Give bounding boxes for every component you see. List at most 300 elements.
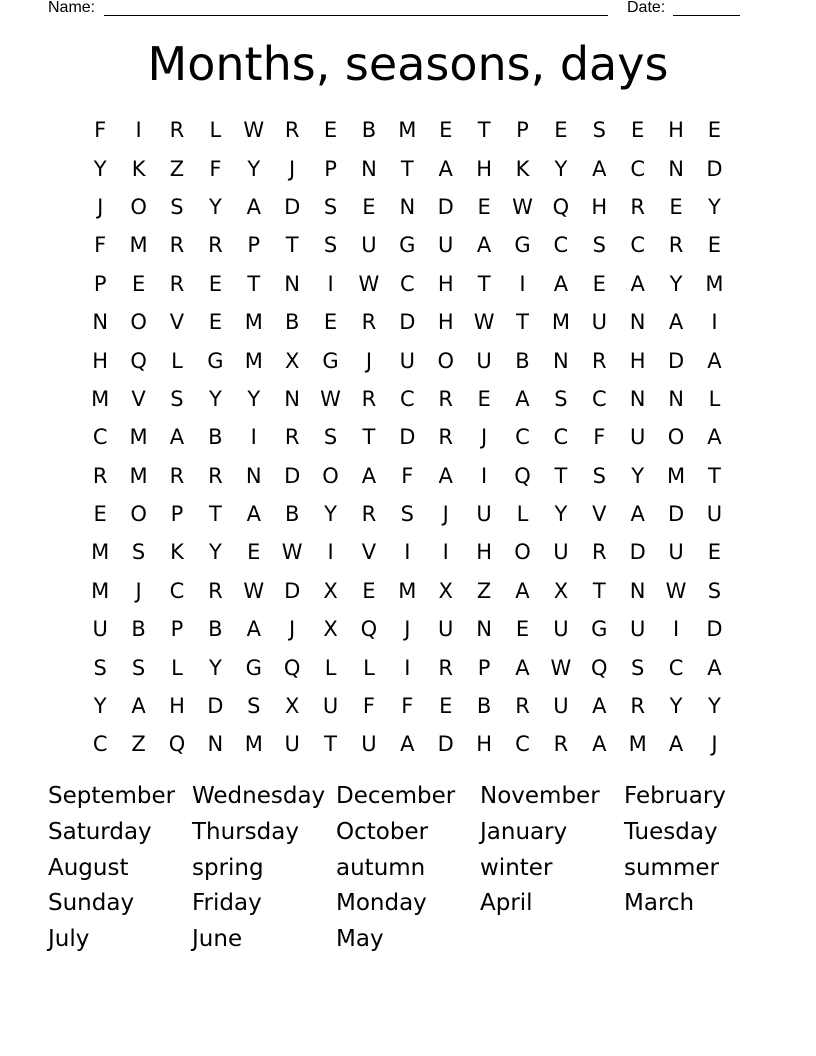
grid-letter: L	[209, 118, 222, 143]
grid-letter: R	[208, 463, 223, 488]
grid-letter: B	[476, 694, 492, 719]
grid-letter: I	[519, 271, 526, 296]
grid-letter: C	[399, 271, 415, 296]
grid-letter: J	[481, 425, 488, 450]
grid-letter: R	[553, 732, 569, 757]
grid-letter: H	[476, 156, 492, 181]
grid-letter: A	[361, 463, 377, 488]
grid-letter: J	[404, 617, 411, 642]
grid-letter: M	[91, 540, 110, 565]
grid-letter: N	[361, 156, 377, 181]
grid-letter: M	[244, 348, 263, 373]
grid-letter: I	[481, 463, 488, 488]
grid-letter: S	[592, 118, 606, 143]
grid-letter: C	[92, 732, 108, 757]
grid-letter: B	[361, 118, 377, 143]
grid-letter: U	[476, 348, 492, 373]
grid-letter: U	[668, 540, 684, 565]
grid-letter: M	[244, 732, 263, 757]
word-list	[48, 779, 768, 958]
grid-letter: Z	[131, 732, 146, 757]
grid-letter: L	[516, 502, 529, 527]
grid-letter: G	[322, 348, 339, 373]
grid-letter: C	[553, 425, 569, 450]
grid-letter: M	[129, 425, 148, 450]
grid-letter: E	[439, 694, 453, 719]
grid-letter: A	[707, 425, 722, 450]
date-label: Date:	[627, 0, 666, 16]
grid-letter: A	[131, 694, 146, 719]
grid-letter: M	[705, 271, 724, 296]
grid-letter: Q	[168, 732, 186, 757]
grid-letter: A	[630, 502, 645, 527]
grid-letter: I	[711, 310, 718, 335]
grid-letter: F	[401, 694, 414, 719]
grid-letter: E	[439, 118, 453, 143]
grid-letter: M	[398, 578, 417, 603]
grid-letter: A	[668, 732, 684, 757]
grid-letter: X	[284, 348, 300, 373]
grid-letter: I	[404, 540, 411, 565]
grid-letter: U	[92, 617, 108, 642]
grid-letter: N	[629, 578, 646, 603]
grid-letter: R	[515, 694, 530, 719]
grid-letter: N	[553, 348, 569, 373]
grid-letter: Y	[93, 156, 107, 181]
grid-letter: A	[515, 386, 530, 411]
grid-letter: B	[208, 425, 223, 450]
grid-letter: R	[284, 118, 300, 143]
page-title: Months, seasons, days	[147, 37, 669, 91]
grid-letter: M	[628, 732, 647, 757]
word-list-item: July	[48, 926, 90, 953]
grid-letter: U	[322, 694, 339, 719]
grid-letter: K	[515, 156, 530, 181]
grid-letter: E	[247, 540, 261, 565]
grid-letter: Y	[669, 271, 683, 296]
grid-letter: D	[667, 348, 685, 373]
grid-letter: R	[361, 386, 377, 411]
grid-letter: S	[93, 655, 107, 680]
grid-letter: U	[438, 617, 454, 642]
grid-letter: H	[437, 310, 454, 335]
grid-letter: R	[169, 118, 185, 143]
word-list-item: Monday	[336, 890, 427, 917]
grid-letter: C	[92, 425, 108, 450]
grid-letter: M	[244, 310, 263, 335]
grid-letter: I	[672, 617, 680, 642]
grid-letter: T	[592, 578, 606, 603]
grid-letter: R	[438, 386, 453, 411]
grid-letter: A	[592, 732, 607, 757]
date-blank-line	[673, 15, 740, 16]
grid-letter: T	[554, 463, 568, 488]
grid-letter: F	[362, 694, 375, 719]
grid-letter: W	[473, 310, 495, 335]
grid-letter: E	[93, 502, 107, 527]
grid-letter: N	[629, 310, 646, 335]
grid-letter: T	[362, 425, 376, 450]
word-list-item: November	[480, 783, 600, 809]
grid-letter: C	[553, 233, 569, 258]
grid-letter: S	[707, 578, 722, 603]
grid-letter: T	[208, 502, 222, 527]
grid-letter: S	[247, 694, 261, 719]
grid-letter: X	[438, 578, 453, 603]
word-list-item: September	[48, 783, 176, 809]
grid-letter: N	[245, 463, 262, 488]
grid-letter: W	[320, 386, 341, 411]
grid-letter: A	[169, 425, 185, 450]
grid-letter: S	[131, 655, 146, 680]
grid-letter: R	[668, 233, 684, 258]
word-list-item: winter	[480, 854, 553, 881]
grid-letter: B	[131, 617, 146, 642]
grid-letter: U	[438, 233, 454, 258]
grid-letter: T	[708, 463, 721, 488]
grid-letter: P	[477, 655, 491, 680]
grid-letter: D	[706, 617, 723, 642]
grid-letter: U	[553, 694, 569, 719]
grid-letter: O	[514, 540, 531, 565]
grid-letter: W	[243, 118, 265, 143]
grid-letter: H	[476, 732, 492, 757]
grid-letter: O	[130, 502, 147, 527]
grid-letter: U	[399, 348, 415, 373]
grid-letter: N	[207, 732, 224, 757]
grid-letter: A	[515, 655, 530, 680]
grid-letter: P	[247, 233, 261, 258]
grid-letter: Q	[514, 463, 531, 488]
grid-letter: D	[629, 540, 646, 565]
grid-letter: O	[322, 463, 339, 488]
grid-letter: G	[514, 233, 531, 258]
grid-letter: U	[629, 425, 646, 450]
name-blank-line	[104, 15, 608, 16]
grid-letter: I	[250, 425, 257, 450]
grid-letter: X	[323, 578, 338, 603]
grid-letter: Y	[208, 194, 222, 219]
grid-letter: W	[243, 578, 265, 603]
grid-letter: R	[92, 463, 108, 488]
grid-letter: F	[401, 463, 414, 488]
grid-letter: N	[284, 271, 300, 296]
grid-letter: D	[207, 694, 224, 719]
grid-letter: S	[592, 233, 606, 258]
grid-letter: B	[284, 310, 300, 335]
grid-letter: Q	[360, 617, 378, 642]
grid-letter: Z	[476, 578, 492, 603]
grid-letter: M	[129, 463, 148, 488]
grid-letter: D	[706, 156, 723, 181]
grid-letter: P	[516, 118, 529, 143]
grid-letter: C	[591, 386, 607, 411]
grid-letter: A	[668, 310, 684, 335]
grid-letter: M	[666, 463, 686, 488]
grid-letter: A	[246, 502, 261, 527]
grid-letter: Y	[208, 386, 222, 411]
grid-letter: R	[169, 463, 185, 488]
name-label: Name:	[48, 0, 96, 16]
grid-letter: E	[362, 578, 376, 603]
grid-letter: Y	[708, 694, 721, 719]
grid-letter: S	[131, 540, 146, 565]
grid-letter: C	[515, 732, 530, 757]
grid-letter: C	[169, 578, 185, 603]
grid-letter: R	[208, 578, 223, 603]
grid-letter: C	[399, 386, 415, 411]
grid-letter: R	[438, 655, 453, 680]
grid-letter: E	[631, 118, 645, 143]
grid-letter: R	[208, 233, 223, 258]
grid-letter: Y	[554, 156, 568, 181]
grid-letter: U	[361, 233, 377, 258]
grid-letter: L	[708, 386, 721, 411]
grid-letter: D	[667, 502, 685, 527]
grid-letter: T	[516, 310, 529, 335]
grid-letter: A	[553, 271, 569, 296]
grid-letter: A	[592, 694, 607, 719]
grid-letter: H	[92, 348, 109, 373]
grid-letter: R	[438, 425, 453, 450]
grid-letter: N	[92, 310, 109, 335]
grid-letter: T	[324, 732, 337, 757]
grid-letter: E	[669, 194, 683, 219]
grid-letter: S	[170, 386, 184, 411]
grid-letter: E	[208, 310, 222, 335]
grid-letter: S	[170, 194, 184, 219]
grid-letter: S	[323, 425, 338, 450]
grid-letter: U	[553, 540, 569, 565]
grid-letter: U	[553, 617, 569, 642]
grid-letter: G	[399, 233, 416, 258]
grid-letter: P	[324, 156, 337, 181]
grid-letter: B	[208, 617, 223, 642]
word-list-item: Saturday	[48, 818, 152, 845]
grid-letter: A	[438, 463, 453, 488]
grid-letter: J	[289, 617, 296, 642]
word-list-item: Sunday	[48, 890, 135, 917]
grid-letter: K	[131, 156, 146, 181]
grid-letter: Y	[708, 194, 721, 219]
grid-letter: W	[550, 655, 572, 680]
grid-letter: P	[170, 502, 184, 527]
grid-letter: H	[169, 694, 185, 719]
word-list-item: Friday	[192, 890, 262, 917]
grid-letter: R	[361, 502, 377, 527]
grid-letter: W	[512, 194, 533, 219]
grid-letter: C	[668, 655, 684, 680]
grid-letter: S	[630, 655, 645, 680]
grid-letter: N	[668, 386, 684, 411]
grid-letter: Y	[247, 156, 261, 181]
grid-letter: L	[171, 655, 183, 680]
grid-letter: O	[130, 194, 147, 219]
grid-letter: D	[437, 194, 454, 219]
grid-letter: J	[442, 502, 449, 527]
grid-letter: F	[593, 425, 606, 450]
grid-letter: Q	[130, 348, 147, 373]
grid-letter: G	[245, 655, 262, 680]
grid-letter: B	[284, 502, 300, 527]
grid-letter: A	[246, 617, 261, 642]
word-list-item: Tuesday	[624, 818, 718, 845]
grid-letter: H	[629, 348, 646, 373]
grid-letter: F	[94, 233, 107, 258]
grid-letter: L	[171, 348, 183, 373]
word-list-item: June	[192, 926, 243, 953]
grid-letter: E	[131, 271, 146, 296]
grid-letter: H	[591, 194, 608, 219]
grid-letter: V	[592, 502, 607, 527]
grid-letter: M	[129, 233, 148, 258]
grid-letter: Y	[93, 694, 107, 719]
grid-letter: V	[169, 310, 185, 335]
grid-letter: D	[284, 578, 301, 603]
grid-letter: C	[630, 156, 645, 181]
grid-letter: Y	[247, 386, 261, 411]
grid-letter: R	[361, 310, 377, 335]
grid-letter: A	[400, 732, 415, 757]
grid-letter: V	[131, 386, 146, 411]
grid-letter: T	[247, 271, 261, 296]
grid-letter: U	[361, 732, 377, 757]
grid-letter: Y	[208, 540, 222, 565]
grid-letter: R	[591, 540, 607, 565]
grid-letter: P	[170, 617, 184, 642]
grid-letter: Y	[208, 655, 222, 680]
grid-letter: W	[281, 540, 303, 565]
grid-letter: S	[554, 386, 568, 411]
grid-letter: E	[323, 118, 338, 143]
grid-letter: U	[706, 502, 723, 527]
grid-letter: X	[553, 578, 569, 603]
grid-letter: T	[477, 118, 491, 143]
grid-letter: E	[323, 310, 338, 335]
grid-letter: O	[437, 348, 454, 373]
word-list-item: Wednesday	[192, 783, 326, 809]
grid-letter: S	[400, 502, 414, 527]
grid-letter: I	[327, 271, 334, 296]
grid-letter: R	[630, 194, 645, 219]
grid-letter: E	[554, 118, 568, 143]
grid-letter: E	[515, 617, 530, 642]
word-list-item: August	[48, 854, 129, 881]
grid-letter: U	[591, 310, 607, 335]
grid-letter: O	[667, 425, 685, 450]
grid-letter: G	[591, 617, 608, 642]
grid-letter: N	[284, 386, 300, 411]
grid-letter: H	[668, 118, 684, 143]
grid-letter: I	[442, 540, 449, 565]
grid-letter: D	[399, 310, 416, 335]
grid-letter: U	[284, 732, 300, 757]
grid-letter: N	[399, 194, 416, 219]
grid-letter: F	[209, 156, 222, 181]
grid-letter: C	[515, 425, 530, 450]
grid-letter: Z	[169, 156, 185, 181]
grid-letter: J	[711, 732, 718, 757]
word-list-item: spring	[192, 854, 264, 881]
grid-letter: R	[169, 233, 185, 258]
grid-letter: L	[363, 655, 375, 680]
grid-letter: M	[398, 118, 417, 143]
word-list-item: April	[480, 890, 533, 917]
word-list-item: autumn	[336, 854, 426, 881]
header	[0, 0, 816, 20]
grid-letter: D	[437, 732, 454, 757]
grid-letter: E	[362, 194, 376, 219]
grid-letter: A	[707, 348, 722, 373]
grid-letter: T	[477, 271, 491, 296]
grid-letter: S	[592, 463, 606, 488]
grid-letter: M	[91, 578, 110, 603]
word-list-item: Thursday	[192, 818, 299, 845]
grid-letter: W	[665, 578, 687, 603]
grid-letter: K	[170, 540, 184, 565]
grid-letter: P	[93, 271, 107, 296]
grid-letter: I	[135, 118, 142, 143]
grid-letter: D	[284, 194, 301, 219]
grid-letter: Q	[283, 655, 301, 680]
word-list-item: March	[624, 890, 695, 917]
grid-letter: Y	[669, 694, 683, 719]
grid-letter: J	[289, 156, 296, 181]
grid-letter: J	[135, 578, 142, 603]
grid-letter: O	[130, 310, 147, 335]
grid-letter: H	[437, 271, 454, 296]
grid-letter: E	[477, 194, 491, 219]
grid-letter: B	[515, 348, 530, 373]
grid-letter: E	[707, 540, 722, 565]
grid-letter: N	[629, 386, 646, 411]
grid-letter: L	[324, 655, 337, 680]
grid-letter: J	[97, 194, 104, 219]
grid-letter: Q	[552, 194, 570, 219]
grid-letter: E	[707, 233, 722, 258]
grid-letter: E	[592, 271, 606, 296]
grid-letter: N	[476, 617, 492, 642]
word-list-item: February	[624, 783, 726, 809]
grid-letter: A	[707, 655, 722, 680]
grid-letter: Q	[591, 655, 608, 680]
grid-letter: U	[629, 617, 646, 642]
grid-letter: R	[591, 348, 607, 373]
grid-letter: H	[476, 540, 492, 565]
grid-letter: E	[208, 271, 222, 296]
grid-letter: A	[476, 233, 492, 258]
grid-letter: A	[438, 156, 453, 181]
grid-letter: A	[246, 194, 261, 219]
word-search-grid	[81, 111, 734, 764]
grid-letter: Y	[554, 502, 568, 527]
grid-letter: R	[169, 271, 185, 296]
grid-letter: J	[365, 348, 373, 373]
grid-letter: S	[323, 233, 338, 258]
grid-letter: M	[551, 310, 570, 335]
grid-letter: D	[284, 463, 301, 488]
grid-letter: C	[630, 233, 645, 258]
grid-letter: F	[94, 118, 107, 143]
word-list-item: summer	[624, 854, 719, 881]
word-list-item: December	[336, 783, 456, 809]
grid-letter: Y	[324, 502, 337, 527]
grid-letter: I	[404, 655, 411, 680]
grid-letter: W	[358, 271, 380, 296]
grid-letter: R	[284, 425, 300, 450]
grid-letter: G	[207, 348, 224, 373]
grid-letter: M	[91, 386, 110, 411]
